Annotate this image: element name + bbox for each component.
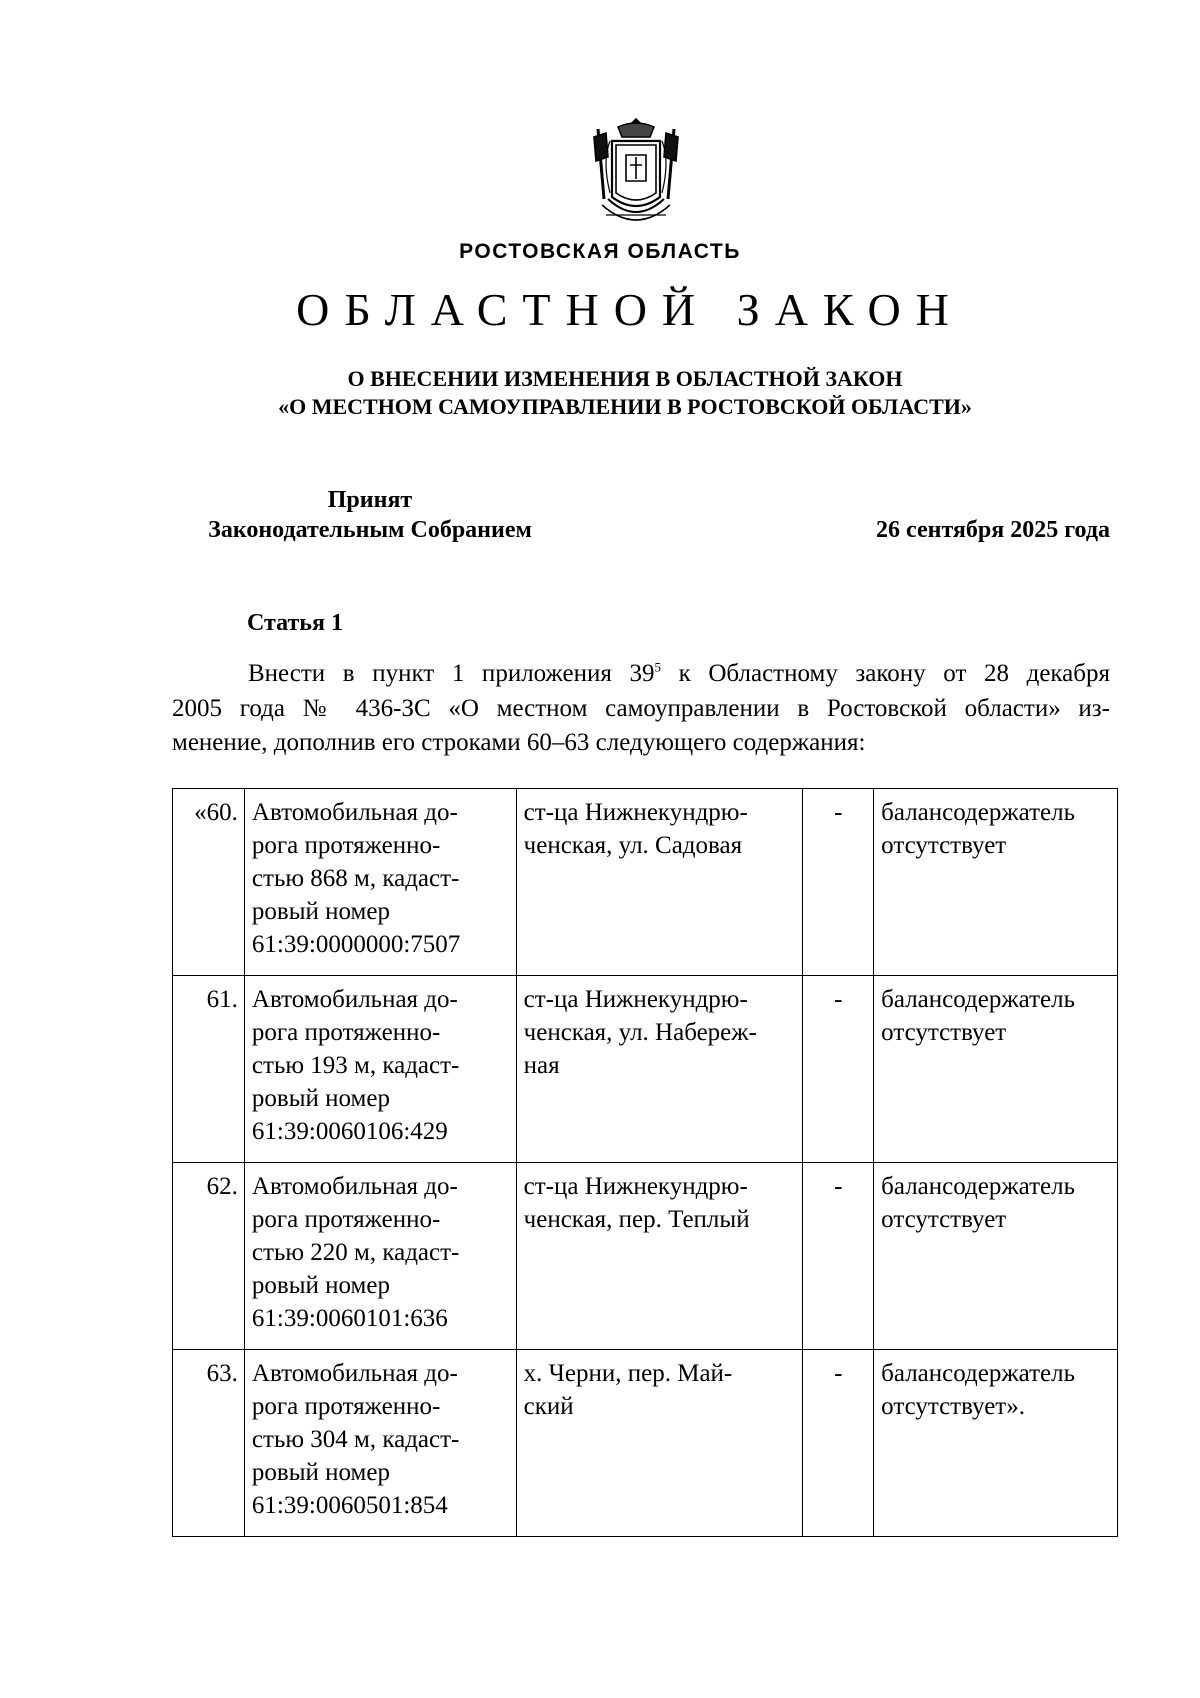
balance-holder-cell (874, 1163, 1118, 1350)
cell-line: стью 304 м, кадаст- (251, 1426, 460, 1453)
balance-holder-cell (874, 789, 1118, 976)
cell-line: 61:39:0060501:854 (251, 1492, 448, 1519)
cell-line: ная (523, 1052, 560, 1079)
article-line-1-text: Внести в пункт 1 приложения 39 (248, 660, 655, 687)
cell-line: рога протяженно- (251, 1206, 441, 1233)
law-subject-line-2: «О МЕСТНОМ САМОУПРАВЛЕНИИ В РОСТОВСКОЙ ОБЛАСТИ» (278, 394, 972, 419)
cell-line: балансодержатель (881, 1360, 1075, 1387)
cell-line: балансодержатель (881, 1173, 1075, 1200)
dash-cell: - (803, 1163, 874, 1350)
cell-line: ст-ца Нижнекундрю- (523, 986, 748, 1013)
cell-line: ст-ца Нижнекундрю- (523, 1173, 748, 1200)
adoption-line-1: Принят (327, 487, 413, 513)
adoption-note (170, 485, 570, 545)
cell-line: ровый номер (251, 1459, 390, 1486)
cell-line: Автомобильная до- (251, 986, 458, 1013)
law-subject-line-1: О ВНЕСЕНИИ ИЗМЕНЕНИЯ В ОБЛАСТНОЙ ЗАКОН (347, 366, 903, 391)
cell-line: 61:39:0000000:7507 (251, 931, 461, 958)
road-description-cell (244, 789, 516, 976)
row-number-cell: 63. (173, 1350, 245, 1537)
cell-line: стью 220 м, кадаст- (251, 1239, 460, 1266)
cell-line: ровый номер (251, 1272, 390, 1299)
article-body-line-2: 2005 года № 436-ЗС «О местном самоуправлении в Ростовской области» из- (172, 694, 1110, 722)
table-row (173, 789, 1118, 976)
cell-line: рога протяженно- (251, 1393, 441, 1420)
cell-line: балансодержатель (881, 799, 1075, 826)
cell-line: ровый номер (251, 1085, 390, 1112)
cell-line: стью 193 м, кадаст- (251, 1052, 460, 1079)
article-body-line-3: менение, дополнив его строками 60–63 следующего содержания: (172, 729, 866, 756)
cell-line: х. Черни, пер. Май- (523, 1360, 733, 1387)
cell-line: ченская, пер. Теплый (523, 1206, 750, 1233)
article-heading: Статья 1 (247, 610, 343, 636)
road-address-cell (516, 976, 803, 1163)
appendix-superscript: 5 (654, 659, 661, 675)
cell-line: рога протяженно- (251, 1019, 441, 1046)
table-row (173, 976, 1118, 1163)
cell-line: 61:39:0060106:429 (251, 1118, 448, 1145)
law-subject (0, 365, 1200, 421)
article-body (172, 657, 1110, 761)
cell-line: отсутствует (881, 832, 1007, 859)
cell-line: ст-ца Нижнекундрю- (523, 799, 748, 826)
adoption-date: 26 сентября 2025 года (876, 517, 1110, 543)
cell-line: Автомобильная до- (251, 799, 458, 826)
cell-line: рога протяженно- (251, 832, 441, 859)
balance-holder-cell (874, 1350, 1118, 1537)
dash-cell: - (803, 976, 874, 1163)
cell-line: стью 868 м, кадаст- (251, 865, 460, 892)
dash-cell: - (803, 789, 874, 976)
article-body-line-1 (172, 657, 1110, 692)
cell-line: ченская, ул. Садовая (523, 832, 743, 859)
balance-holder-cell (874, 976, 1118, 1163)
row-number-cell: «60. (173, 789, 245, 976)
cell-line: балансодержатель (881, 986, 1075, 1013)
coat-of-arms-emblem (588, 115, 684, 235)
cell-line: отсутствует». (881, 1393, 1025, 1420)
cell-line: Автомобильная до- (251, 1360, 458, 1387)
cell-line: 61:39:0060101:636 (251, 1305, 448, 1332)
table-row (173, 1163, 1118, 1350)
dash-cell: - (803, 1350, 874, 1537)
law-type-title: ОБЛАСТНОЙ ЗАКОН (296, 284, 964, 335)
article-line-1-tail: к Областному закону от 28 декабря (660, 660, 1110, 687)
cell-line: ченская, ул. Набереж- (523, 1019, 757, 1046)
row-number-cell: 62. (173, 1163, 245, 1350)
roads-table (172, 788, 1118, 1537)
road-address-cell (516, 789, 803, 976)
cell-line: отсутствует (881, 1206, 1007, 1233)
adoption-line-2: Законодательным Собранием (208, 517, 532, 543)
road-description-cell (244, 1350, 516, 1537)
road-address-cell (516, 1350, 803, 1537)
row-number-cell: 61. (173, 976, 245, 1163)
road-description-cell (244, 1163, 516, 1350)
table-row (173, 1350, 1118, 1537)
cell-line: ровый номер (251, 898, 390, 925)
cell-line: Автомобильная до- (251, 1173, 458, 1200)
cell-line: ский (523, 1393, 574, 1420)
region-name: РОСТОВСКАЯ ОБЛАСТЬ (459, 240, 741, 263)
cell-line: отсутствует (881, 1019, 1007, 1046)
road-address-cell (516, 1163, 803, 1350)
road-description-cell (244, 976, 516, 1163)
